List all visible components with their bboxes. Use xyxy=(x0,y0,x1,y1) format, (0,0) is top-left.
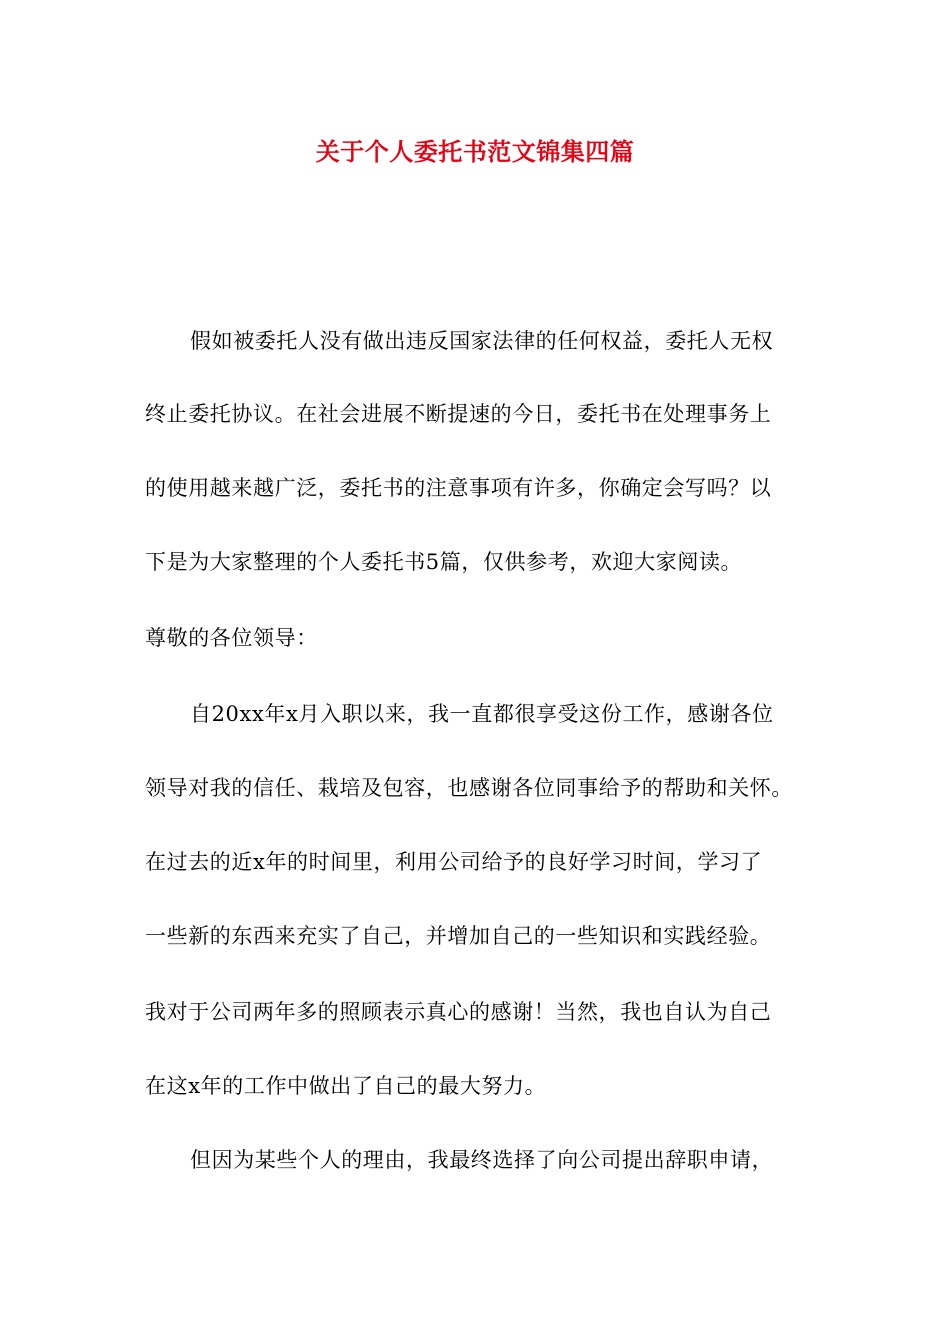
paragraph-line: 在这x年的工作中做出了自己的最大努力。 xyxy=(145,1074,547,1098)
salutation-line: 尊敬的各位领导： xyxy=(145,626,318,650)
paragraph-line: 一些新的东西来充实了自己，并增加自己的一些知识和实践经验。 xyxy=(145,924,772,948)
paragraph-line: 自20xx年x月入职以来，我一直都很享受这份工作，感谢各位 xyxy=(190,702,774,726)
paragraph-line: 下是为大家整理的个人委托书5篇，仅供参考，欢迎大家阅读。 xyxy=(145,550,743,574)
document-title: 关于个人委托书范文锦集四篇 xyxy=(315,138,635,166)
paragraph-line: 但因为某些个人的理由，我最终选择了向公司提出辞职申请， xyxy=(190,1148,774,1172)
paragraph-line: 的使用越来越广泛，委托书的注意事项有许多，你确定会写吗？以 xyxy=(145,476,772,500)
paragraph-line: 假如被委托人没有做出违反国家法律的任何权益，委托人无权 xyxy=(190,329,774,353)
paragraph-line: 终止委托协议。在社会进展不断提速的今日，委托书在处理事务上 xyxy=(145,402,772,426)
paragraph-line: 我对于公司两年多的照顾表示真心的感谢！当然，我也自认为自己 xyxy=(145,1000,772,1024)
paragraph-line: 领导对我的信任、栽培及包容，也感谢各位同事给予的帮助和关怀。 xyxy=(145,776,793,800)
paragraph-line: 在过去的近x年的时间里，利用公司给予的良好学习时间，学习了 xyxy=(145,850,763,874)
